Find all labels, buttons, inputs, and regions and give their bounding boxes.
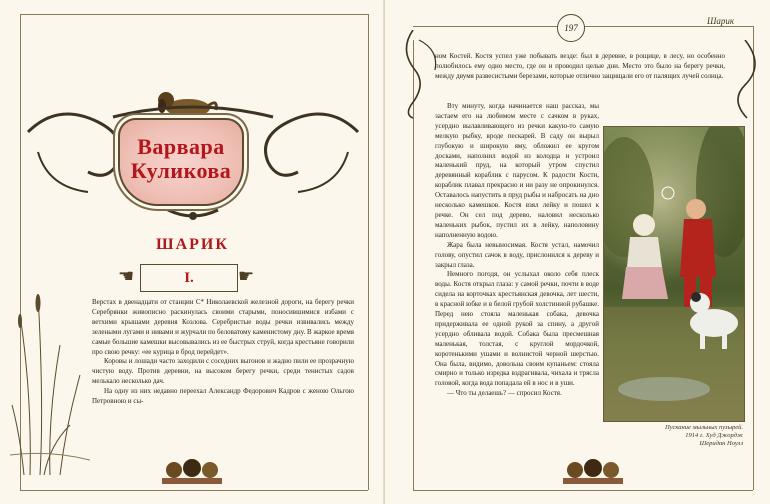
painting-illustration	[603, 126, 745, 422]
paragraph: Верстах в двенадцати от станции С* Николаевской железной дороги, на берегу речки Серебрянки живописно раскинулась своими старыми, поносившимися избами с ветхими крышами деревня Козлова. Серебристые воды речки извивались между зелеными лугами и нивами и журчали по беловатому каменистому дну. В жаркое время самые большие камешки высовывались из ее быстрых струй, когда крестьяне говорили про свою речку: «ее курица в брод перейдет».	[92, 298, 354, 356]
left-body-text	[92, 298, 354, 407]
author-name-line2: Куликова	[130, 158, 232, 183]
caption-line: Пускание мыльных пузырей.	[664, 424, 743, 431]
children-bubbles-painting-icon	[604, 127, 744, 421]
reeds-engraving-icon	[10, 255, 90, 475]
paragraph: ном Костей. Костя успел уже побывать везде: был в деревне, в рощице, в лесу, но особенно полюбилось ему одно место, где он и проводил целые дни. Место это было на берегу речки, между двумя развесистыми березами, которые отлично защищали его от палящих лучей солнца.	[435, 52, 725, 80]
paragraph: Коровы и лошади часто заходили с соседних выгонов и жадно пили ее прозрачную чистую воду. Против деревни, на высоком берегу речки, среди тенистых садов мелькало несколько дач.	[92, 357, 354, 386]
title-cartouche	[118, 118, 244, 206]
caption-line: 1914 г. Худ Джордж	[685, 432, 743, 439]
paragraph: Немного погодя, он услыхал около себя плеск воды. Костя открыл глаза: у самой речки, почти в воде сидела на корточках крестьянская девочка, лет шести, в красной юбке и в белой грубой холстинной рубашке. Перед нею стояла маленькая собака, девочка придерживала ее одной рукой за спину, а другой усердно обливала водой. Собака была пресмешная маленькая, толстая, с круглой мордочкой, коротенькими ушами и волнистой черной шерстью. Она была, видимо, довольна своим купаньем: стояла смирно и только изредка вздрагивала, чихала и трясла головой, когда вода попадала ей в нос и в уши.	[435, 270, 599, 388]
paragraph: — Что ты делаешь? — спросил Костя.	[447, 389, 562, 398]
paragraph: Жара была невыносимая. Костя устал, намочил голову, опустил сачок в воду, прислонился к дереву и закрыл глаза.	[435, 240, 599, 269]
right-narrow-text	[435, 102, 599, 399]
frame-line-bottom	[20, 490, 368, 491]
puppies-ornament-icon	[162, 456, 222, 486]
chapter-number: I.	[140, 264, 238, 292]
painting-caption	[603, 424, 743, 448]
frame-line-bottom	[413, 490, 753, 491]
frame-line-top	[20, 14, 368, 15]
right-page	[385, 0, 770, 504]
running-head: Шарик	[707, 16, 735, 26]
page-number: 197	[557, 14, 585, 42]
paragraph: Вту минуту, когда начинается наш рассказ, мы застаем его на любимом месте с сачком в руках, усердно вылавливающего из речки какую-то самую мелкую рыбку, вроде пескарей. В саду он вырыл глубокую и широкую яму, обложил ее кругом досками, наполнил водой из колодца и устроил маленький пруд, на который утром спустил деревянный кораблик с парусом. К радости Кости, кораблик плавал прекрасно и ни разу не опрокинулся. Оставалось напустить в пруд рыбы и набросать на дно несколько камешков. Костя взял лейку и пошел к речке. Он сел под дерево, наловил несколько маленьких рыбок, пустил их в лейку, наполовину наполненную водою.	[435, 102, 599, 239]
pointing-hand-right-icon: ☛	[238, 266, 255, 286]
puppies-ornament-icon	[563, 456, 623, 486]
pointing-hand-left-icon: ☚	[118, 266, 135, 286]
author-name-line1: Варвара	[137, 134, 225, 159]
chapter-title: ШАРИК	[156, 236, 229, 253]
paragraph: На одну из них недавно переехал Александр Федорович Кадров с женою Ольгою Петровною и сы-	[92, 387, 354, 406]
right-wide-text	[435, 52, 725, 82]
caption-line: Шеридан Ноулз	[699, 440, 743, 447]
